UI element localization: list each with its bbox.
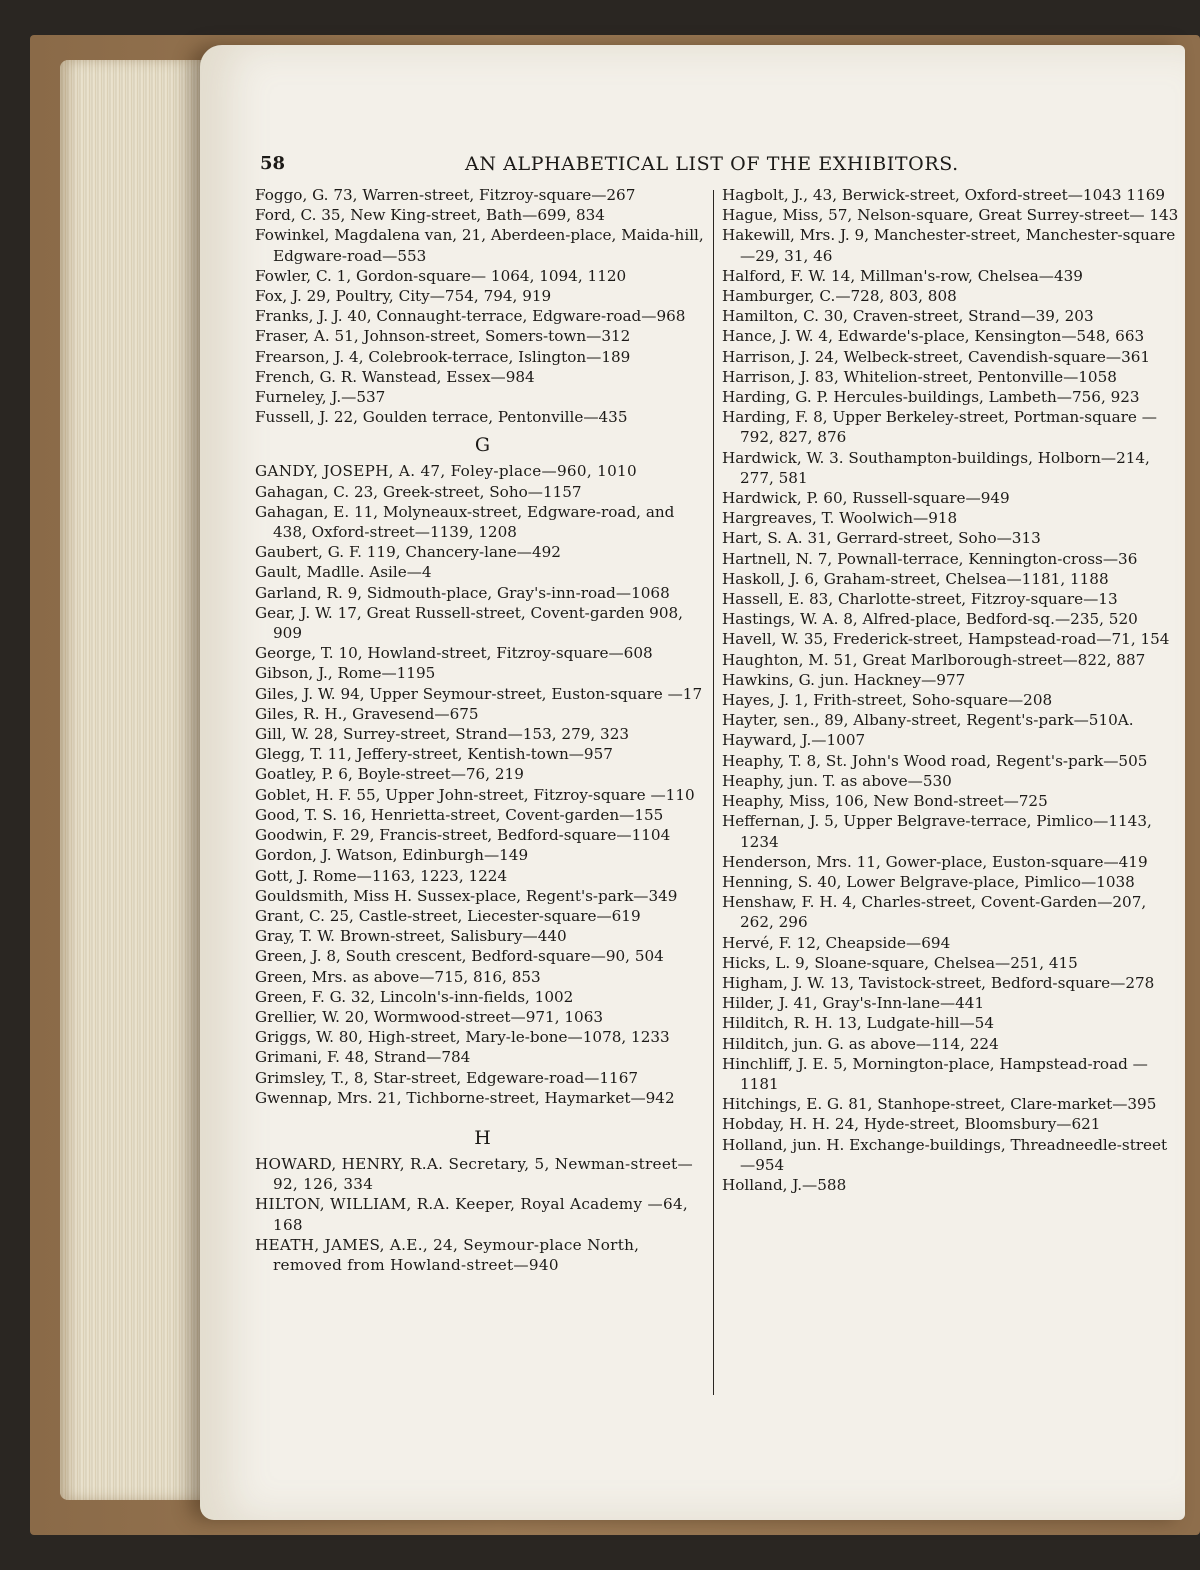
list-item: Garland, R. 9, Sidmouth-place, Gray's-inn-road—1068 (255, 583, 670, 602)
list-item: Gott, J. Rome—1163, 1223, 1224 (255, 866, 508, 885)
list-item: Havell, W. 35, Frederick-street, Hampstead-road—71, 154 (722, 630, 1170, 649)
list-item: HOWARD, HENRY, R.A. Secretary, 5, Newman-street—92, 126, 334 (255, 1154, 694, 1194)
list-item: Fox, J. 29, Poultry, City—754, 794, 919 (255, 287, 552, 306)
list-item: Good, T. S. 16, Henrietta-street, Covent-garden—155 (255, 805, 664, 824)
list-item: Hilder, J. 41, Gray's-Inn-lane—441 (722, 994, 985, 1013)
list-item: Hassell, E. 83, Charlotte-street, Fitzroy-square—13 (722, 590, 1118, 609)
list-item: Gault, Madlle. Asile—4 (255, 563, 432, 582)
list-item: Hawkins, G. jun. Hackney—977 (722, 670, 966, 689)
list-item: Gear, J. W. 17, Great Russell-street, Covent-garden 908, 909 (255, 603, 683, 643)
list-item: Frearson, J. 4, Colebrook-terrace, Islington—189 (255, 347, 631, 366)
list-item: Green, F. G. 32, Lincoln's-inn-fields, 1002 (255, 987, 574, 1006)
entries-g (255, 461, 710, 1108)
list-item: Glegg, T. 11, Jeffery-street, Kentish-town—957 (255, 745, 613, 764)
list-item: Heaphy, Miss, 106, New Bond-street—725 (722, 792, 1048, 811)
list-item: Gibson, J., Rome—1195 (255, 664, 436, 683)
list-item: Henshaw, F. H. 4, Charles-street, Covent-Garden—207, 262, 296 (722, 893, 1147, 932)
list-item: Halford, F. W. 14, Millman's-row, Chelsea—439 (722, 266, 1083, 285)
list-item: Hart, S. A. 31, Gerrard-street, Soho—313 (722, 529, 1041, 548)
list-item: Hinchliff, J. E. 5, Mornington-place, Hampstead-road —1181 (722, 1054, 1148, 1093)
list-item: Hitchings, E. G. 81, Stanhope-street, Clare-market—395 (722, 1095, 1157, 1114)
list-item: Furneley, J.—537 (255, 388, 386, 407)
list-item: Hardwick, W. 3. Southampton-buildings, Holborn—214, 277, 581 (722, 448, 1150, 487)
list-item: Grant, C. 25, Castle-street, Liecester-square—619 (255, 906, 641, 925)
list-item: Hagbolt, J., 43, Berwick-street, Oxford-street—1043 1169 (722, 186, 1166, 204)
list-item: Hamilton, C. 30, Craven-street, Strand—39, 203 (722, 307, 1094, 326)
page-number: 58 (260, 153, 286, 174)
list-item: Holland, jun. H. Exchange-buildings, Threadneedle-street—954 (722, 1135, 1168, 1174)
list-item: Franks, J. J. 40, Connaught-terrace, Edgware-road—968 (255, 307, 686, 326)
list-item: Gouldsmith, Miss H. Sussex-place, Regent's-park—349 (255, 886, 678, 905)
list-item: Gahagan, C. 23, Greek-street, Soho—1157 (255, 482, 582, 501)
entries-f (255, 185, 710, 427)
list-item: Henderson, Mrs. 11, Gower-place, Euston-square—419 (722, 852, 1148, 871)
list-item: Holland, J.—588 (722, 1175, 847, 1194)
list-item: Hicks, L. 9, Sloane-square, Chelsea—251, 415 (722, 953, 1078, 972)
list-item: Grellier, W. 20, Wormwood-street—971, 1063 (255, 1007, 604, 1026)
entries-h (255, 1154, 710, 1275)
spacer (255, 1108, 710, 1120)
list-item: Goblet, H. F. 55, Upper John-street, Fitzroy-square —110 (255, 785, 695, 804)
list-item: Fussell, J. 22, Goulden terrace, Pentonville—435 (255, 408, 628, 427)
list-item: Giles, J. W. 94, Upper Seymour-street, Euston-square —17 (255, 684, 703, 703)
list-item: Ford, C. 35, New King-street, Bath—699, 834 (255, 206, 605, 225)
list-item: Harrison, J. 24, Welbeck-street, Cavendish-square—361 (722, 347, 1151, 366)
list-item: Hague, Miss, 57, Nelson-square, Great Surrey-street— 143 (722, 206, 1179, 225)
list-item: Gordon, J. Watson, Edinburgh—149 (255, 846, 529, 865)
list-item: Hayter, sen., 89, Albany-street, Regent's-park—510A. (722, 711, 1134, 730)
list-item: Griggs, W. 80, High-street, Mary-le-bone—1078, 1233 (255, 1028, 670, 1047)
list-item: Giles, R. H., Gravesend—675 (255, 704, 479, 723)
list-item: Green, J. 8, South crescent, Bedford-square—90, 504 (255, 947, 664, 966)
list-item: Haughton, M. 51, Great Marlborough-street—822, 887 (722, 650, 1146, 669)
list-item: Hobday, H. H. 24, Hyde-street, Bloomsbury—621 (722, 1115, 1101, 1134)
list-item: Hance, J. W. 4, Edwarde's-place, Kensington—548, 663 (722, 327, 1145, 346)
list-item: Hayes, J. 1, Frith-street, Soho-square—208 (722, 691, 1053, 710)
page-title: AN ALPHABETICAL LIST OF THE EXHIBITORS. (465, 153, 959, 175)
list-item: Hardwick, P. 60, Russell-square—949 (722, 489, 1010, 508)
section-letter-h: H (474, 1126, 491, 1149)
book-page (200, 45, 1185, 1520)
list-item: Harding, G. P. Hercules-buildings, Lambeth—756, 923 (722, 388, 1140, 407)
left-column (255, 185, 710, 1275)
list-item: Gwennap, Mrs. 21, Tichborne-street, Haymarket—942 (255, 1088, 675, 1107)
list-item: Fraser, A. 51, Johnson-street, Somers-town—312 (255, 327, 631, 346)
list-item: GANDY, JOSEPH, A. 47, Foley-place—960, 1010 (255, 462, 637, 481)
list-item: Hargreaves, T. Woolwich—918 (722, 509, 958, 528)
list-item: Haskoll, J. 6, Graham-street, Chelsea—1181, 1188 (722, 569, 1109, 588)
list-item: Higham, J. W. 13, Tavistock-street, Bedford-square—278 (722, 973, 1155, 992)
list-item: Gray, T. W. Brown-street, Salisbury—440 (255, 927, 567, 946)
list-item: Grimani, F. 48, Strand—784 (255, 1048, 471, 1067)
list-item: Green, Mrs. as above—715, 816, 853 (255, 967, 541, 986)
list-item: Heaphy, T. 8, St. John's Wood road, Regent's-park—505 (722, 751, 1148, 770)
list-item: Gill, W. 28, Surrey-street, Strand—153, 279, 323 (255, 725, 630, 744)
list-item: Fowinkel, Magdalena van, 21, Aberdeen-place, Maida-hill, Edgware-road—553 (255, 226, 704, 265)
right-column (722, 185, 1180, 1195)
list-item: Hakewill, Mrs. J. 9, Manchester-street, Manchester-square—29, 31, 46 (722, 226, 1176, 265)
list-item: Foggo, G. 73, Warren-street, Fitzroy-square—267 (255, 186, 636, 204)
list-item: Hayward, J.—1007 (722, 731, 866, 750)
list-item: Gaubert, G. F. 119, Chancery-lane—492 (255, 543, 561, 562)
list-item: Hartnell, N. 7, Pownall-terrace, Kennington-cross—36 (722, 549, 1138, 568)
list-item: Heffernan, J. 5, Upper Belgrave-terrace, Pimlico—1143, 1234 (722, 812, 1152, 851)
list-item: Henning, S. 40, Lower Belgrave-place, Pimlico—1038 (722, 872, 1135, 891)
list-item: HEATH, JAMES, A.E., 24, Seymour-place North, removed from Howland-street—940 (255, 1235, 640, 1274)
list-item: George, T. 10, Howland-street, Fitzroy-square—608 (255, 644, 653, 663)
list-item: French, G. R. Wanstead, Essex—984 (255, 367, 535, 386)
list-item: Hamburger, C.—728, 803, 808 (722, 287, 957, 306)
list-item: Hervé, F. 12, Cheapside—694 (722, 933, 951, 952)
list-item: Goatley, P. 6, Boyle-street—76, 219 (255, 765, 524, 784)
page-edges (60, 60, 210, 1500)
list-item: Hilditch, R. H. 13, Ludgate-hill—54 (722, 1014, 995, 1033)
list-item: Hastings, W. A. 8, Alfred-place, Bedford-sq.—235, 520 (722, 610, 1138, 629)
list-item: Fowler, C. 1, Gordon-square— 1064, 1094, 1120 (255, 266, 627, 285)
list-item: Harrison, J. 83, Whitelion-street, Pentonville—1058 (722, 367, 1117, 386)
section-letter-g: G (474, 434, 491, 457)
list-item: Harding, F. 8, Upper Berkeley-street, Portman-square —792, 827, 876 (722, 408, 1157, 447)
column-divider (713, 190, 714, 1395)
list-item: HILTON, WILLIAM, R.A. Keeper, Royal Academy —64, 168 (255, 1195, 689, 1234)
list-item: Goodwin, F. 29, Francis-street, Bedford-square—1104 (255, 826, 671, 845)
list-item: Heaphy, jun. T. as above—530 (722, 771, 952, 790)
list-item: Gahagan, E. 11, Molyneaux-street, Edgware-road, and 438, Oxford-street—1139, 1208 (255, 502, 675, 542)
list-item: Grimsley, T., 8, Star-street, Edgeware-road—1167 (255, 1068, 639, 1087)
list-item: Hilditch, jun. G. as above—114, 224 (722, 1034, 999, 1053)
